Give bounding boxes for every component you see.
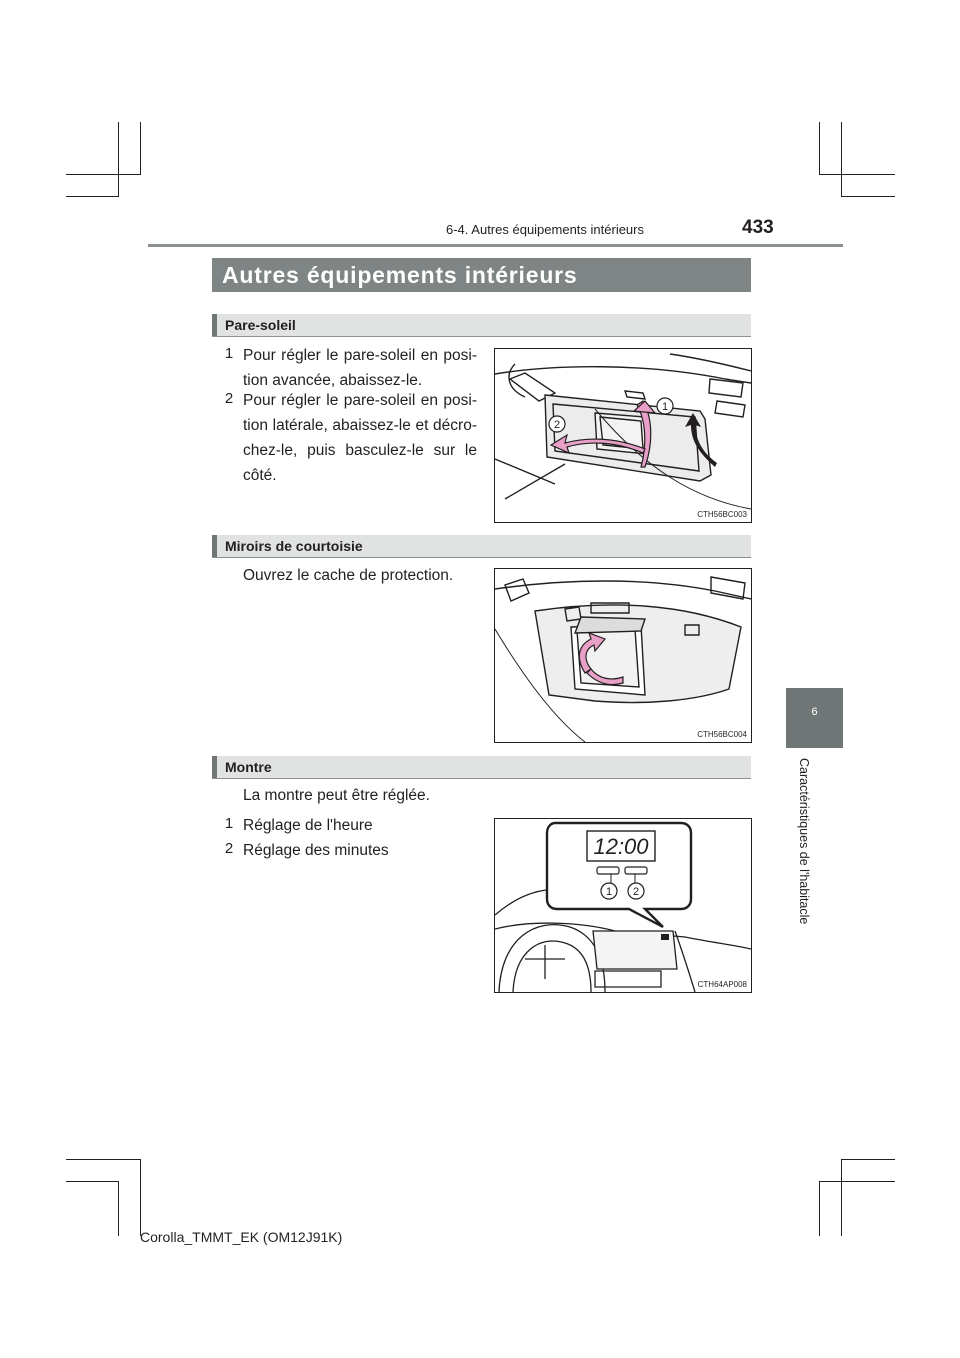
section-heading-pare-soleil (212, 314, 751, 337)
chapter-number: 6 (811, 706, 818, 718)
clock-figure (494, 818, 752, 993)
heading-accent (212, 756, 217, 778)
clock-illustration (495, 819, 751, 992)
section-heading-label: Montre (225, 759, 272, 775)
crop-mark (841, 1159, 842, 1236)
minute-button (625, 867, 647, 874)
callout-label: 2 (632, 886, 640, 898)
crop-mark (118, 1181, 119, 1236)
step-line: Pour régler le pare-soleil en posi- (243, 392, 477, 409)
crop-mark (66, 1181, 119, 1182)
figure-code: CTH56BC003 (697, 510, 747, 519)
crop-mark (66, 174, 141, 175)
crop-mark (819, 174, 895, 175)
main-title-bar (212, 258, 751, 292)
step-text (243, 343, 477, 393)
step-line: côté. (243, 467, 277, 484)
crop-mark (140, 1159, 141, 1236)
page-number: 433 (742, 217, 774, 238)
vanity-mirror-figure (494, 568, 752, 743)
heading-accent (212, 314, 217, 336)
section-heading-montre (212, 756, 751, 779)
figure-code: CTH64AP008 (697, 980, 747, 989)
clock-location-marker (661, 934, 669, 940)
step-number: 1 (224, 345, 234, 362)
hour-button (597, 867, 619, 874)
footer-document-id: Corolla_TMMT_EK (OM12J91K) (140, 1229, 343, 1245)
item-number: 2 (224, 840, 234, 857)
clock-intro: La montre peut être réglée. (243, 787, 430, 804)
mirror-instruction: Ouvrez le cache de protection. (243, 567, 454, 584)
item-text: Réglage de l'heure (243, 817, 373, 834)
clock-time: 12:00 (593, 834, 649, 859)
crop-mark (841, 196, 895, 197)
step-number: 2 (224, 390, 234, 407)
step-line: Pour régler le pare-soleil en posi- (243, 347, 477, 364)
section-heading-label: Pare-soleil (225, 317, 296, 333)
callout-label: 2 (553, 419, 561, 431)
chapter-title: Caractéristiques de l'habitacle (797, 758, 811, 925)
page-title: Autres équipements intérieurs (222, 262, 578, 288)
figure-code: CTH56BC004 (697, 730, 747, 739)
step-line: tion latérale, abaissez-le et décro- (243, 417, 477, 434)
crop-mark (819, 1181, 895, 1182)
crop-mark (841, 122, 842, 197)
crop-mark (819, 1181, 820, 1236)
chapter-tab (786, 688, 843, 748)
step-text (243, 388, 477, 488)
item-text: Réglage des minutes (243, 842, 389, 859)
crop-mark (118, 122, 119, 197)
crop-mark (66, 1159, 141, 1160)
crop-mark (819, 122, 820, 175)
item-number: 1 (224, 815, 234, 832)
crop-mark (841, 1159, 895, 1160)
callout-label: 1 (661, 401, 669, 413)
sun-visor-figure (494, 348, 752, 523)
crop-mark (66, 196, 119, 197)
step-line: tion avancée, abaissez-le. (243, 372, 423, 389)
section-heading-label: Miroirs de courtoisie (225, 538, 363, 554)
callout-label: 1 (605, 886, 613, 898)
heading-accent (212, 535, 217, 557)
sun-visor-illustration (495, 349, 751, 522)
vanity-mirror-illustration (495, 569, 751, 742)
section-heading-miroirs (212, 535, 751, 558)
step-line: chez-le, puis basculez-le sur le (243, 442, 477, 459)
header-rule (148, 244, 843, 247)
section-header: 6-4. Autres équipements intérieurs (446, 222, 644, 237)
crop-mark (140, 122, 141, 175)
